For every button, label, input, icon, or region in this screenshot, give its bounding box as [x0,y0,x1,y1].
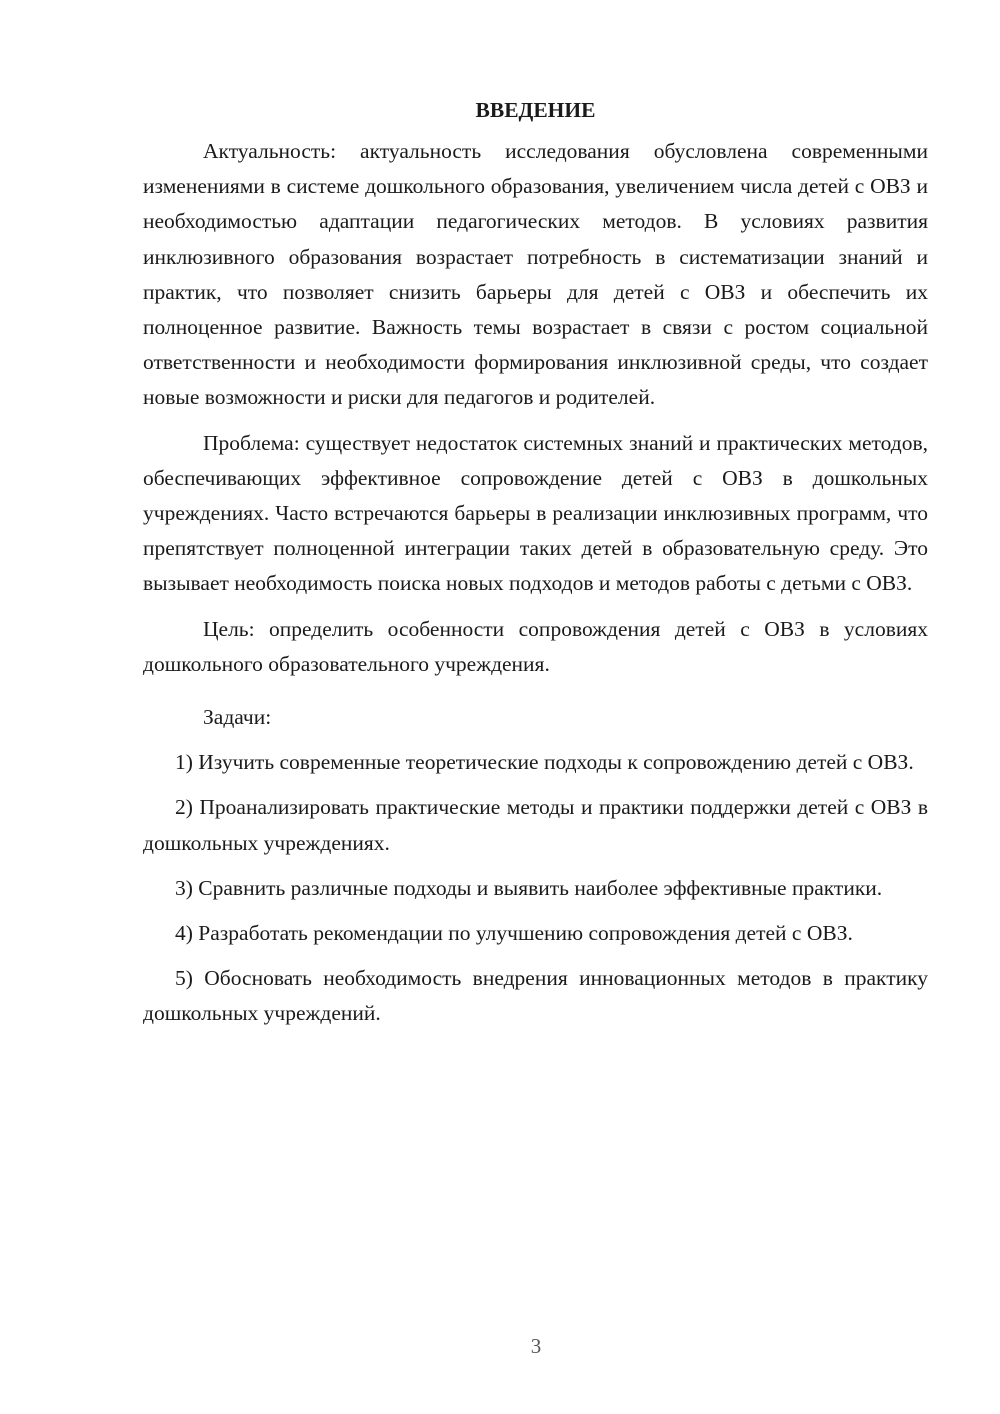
page-content [143,93,928,1042]
task-item: 1) Изучить современные теоретические подходы к сопровождению детей с ОВЗ. [175,750,914,775]
goal-paragraph: Цель: определить особенности сопровождения детей с ОВЗ в условиях дошкольного образовательного учреждения. [143,616,928,676]
task-item: 2) Проанализировать практические методы и практики поддержки детей с ОВЗ в дошкольных учреждениях. [143,795,928,855]
relevance-paragraph: Актуальность: актуальность исследования обусловлена современными изменениями в системе дошкольного образования, увеличением числа детей с ОВЗ и необходимостью адаптации педагогических методов. В условиях развития инклюзивного образования возрастает потребность в систематизации знаний и практик, что позволяет снизить барьеры для детей с ОВЗ и обеспечить их полноценное развитие. Важность темы возрастает в связи с ростом социальной ответственности и необходимости формирования инклюзивной среды, что создает новые возможности и риски для педагогов и родителей. [143,139,928,410]
page-number: 3 [530,1334,542,1358]
task-item: 4) Разработать рекомендации по улучшению сопровождения детей с ОВЗ. [175,921,853,946]
problem-paragraph: Проблема: существует недостаток системных знаний и практических методов, обеспечивающих эффективное сопровождение детей с ОВЗ в дошкольных учреждениях. Часто встречаются барьеры в реализации инклюзивных программ, что препятствует полноценной интеграции таких детей в образовательную среду. Это вызывает необходимость поиска новых подходов и методов работы с детьми с ОВЗ. [143,430,928,596]
tasks-title: Задачи: [203,705,272,730]
section-heading: ВВЕДЕНИЕ [475,98,596,122]
task-item: 3) Сравнить различные подходы и выявить наиболее эффективные практики. [175,875,883,900]
task-item: 5) Обосновать необходимость внедрения инновационных методов в практику дошкольных учреждений. [143,966,928,1026]
